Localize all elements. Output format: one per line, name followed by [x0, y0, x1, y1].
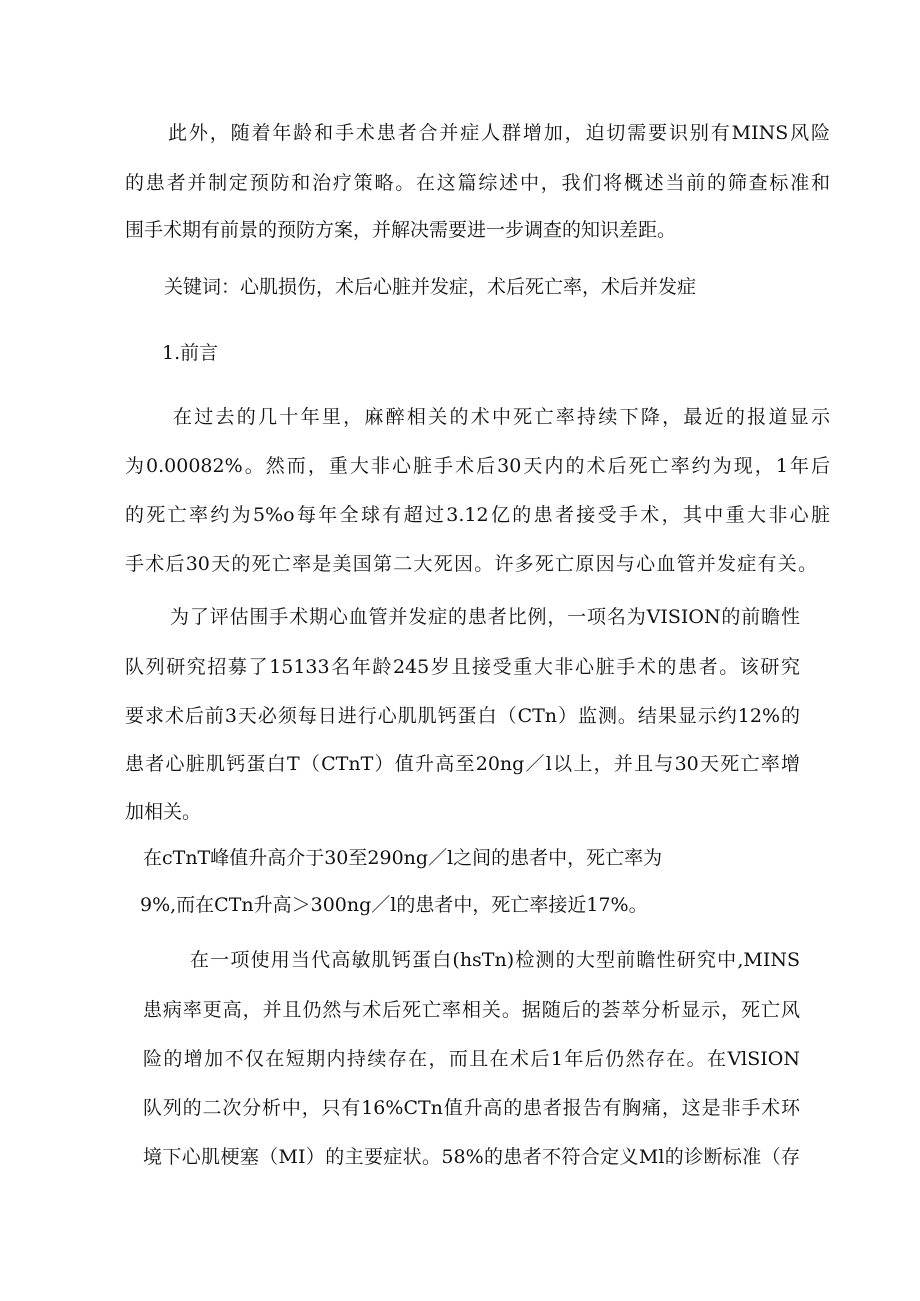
text-line: 为0.00082%。然而，重大非心脏手术后30天内的术后死亡率约为现，1年后: [125, 455, 830, 477]
text-line: 要求术后前3天必须每日进行心肌肌钙蛋白（CTn）监测。结果显示约12%的: [125, 705, 800, 727]
text-line: 队列的二次分析中，只有16%CTn值升高的患者报告有胸痛，这是非手术环: [143, 1097, 800, 1119]
text-line: 的患者并制定预防和治疗策略。在这篇综述中，我们将概述当前的筛查标准和: [125, 172, 830, 194]
text-line: 患病率更高，并且仍然与术后死亡率相关。据随后的荟萃分析显示，死亡风: [143, 999, 800, 1021]
text-line: 患者心脏肌钙蛋白T（CTnT）值升高至20ng／l以上，并且与30天死亡率增: [125, 753, 800, 775]
text-line: 在过去的几十年里，麻醉相关的术中死亡率持续下降，最近的报道显示: [173, 406, 830, 428]
text-line: 在cTnT峰值升高介于30至290ng／l之间的患者中，死亡率为: [143, 847, 663, 869]
text-line: 队列研究招募了15133名年龄245岁且接受重大非心脏手术的患者。该研究: [125, 656, 800, 678]
text-line: 的死亡率约为5%o每年全球有超过3.12亿的患者接受手术，其中重大非心脏: [125, 504, 830, 526]
text-line: 境下心肌梗塞（MI）的主要症状。58%的患者不符合定义Ml的诊断标准（存: [143, 1146, 800, 1168]
text-line: 为了评估围手术期心血管并发症的患者比例，一项名为VISION的前瞻性: [170, 606, 800, 628]
text-line: 手术后30天的死亡率是美国第二大死因。许多死亡原因与心血管并发症有关。: [125, 553, 817, 575]
text-line: 加相关。: [125, 801, 202, 823]
text-line: 此外，随着年龄和手术患者合并症人群增加，迫切需要识别有MINS风险: [168, 122, 830, 144]
text-line: 在一项使用当代高敏肌钙蛋白(hsTn)检测的大型前瞻性研究中,MINS: [190, 949, 800, 971]
keywords-line: 关键词：心肌损伤，术后心脏并发症，术后死亡率，术后并发症: [164, 276, 697, 298]
text-line: 险的增加不仅在短期内持续存在，而且在术后1年后仍然存在。在VlSION: [143, 1048, 800, 1070]
text-line: 围手术期有前景的预防方案，并解决需要进一步调查的知识差距。: [125, 219, 677, 241]
text-line: 9%,而在CTn升高＞300ng／l的患者中，死亡率接近17%。: [140, 894, 648, 916]
section-heading: 1.前言: [162, 342, 219, 364]
